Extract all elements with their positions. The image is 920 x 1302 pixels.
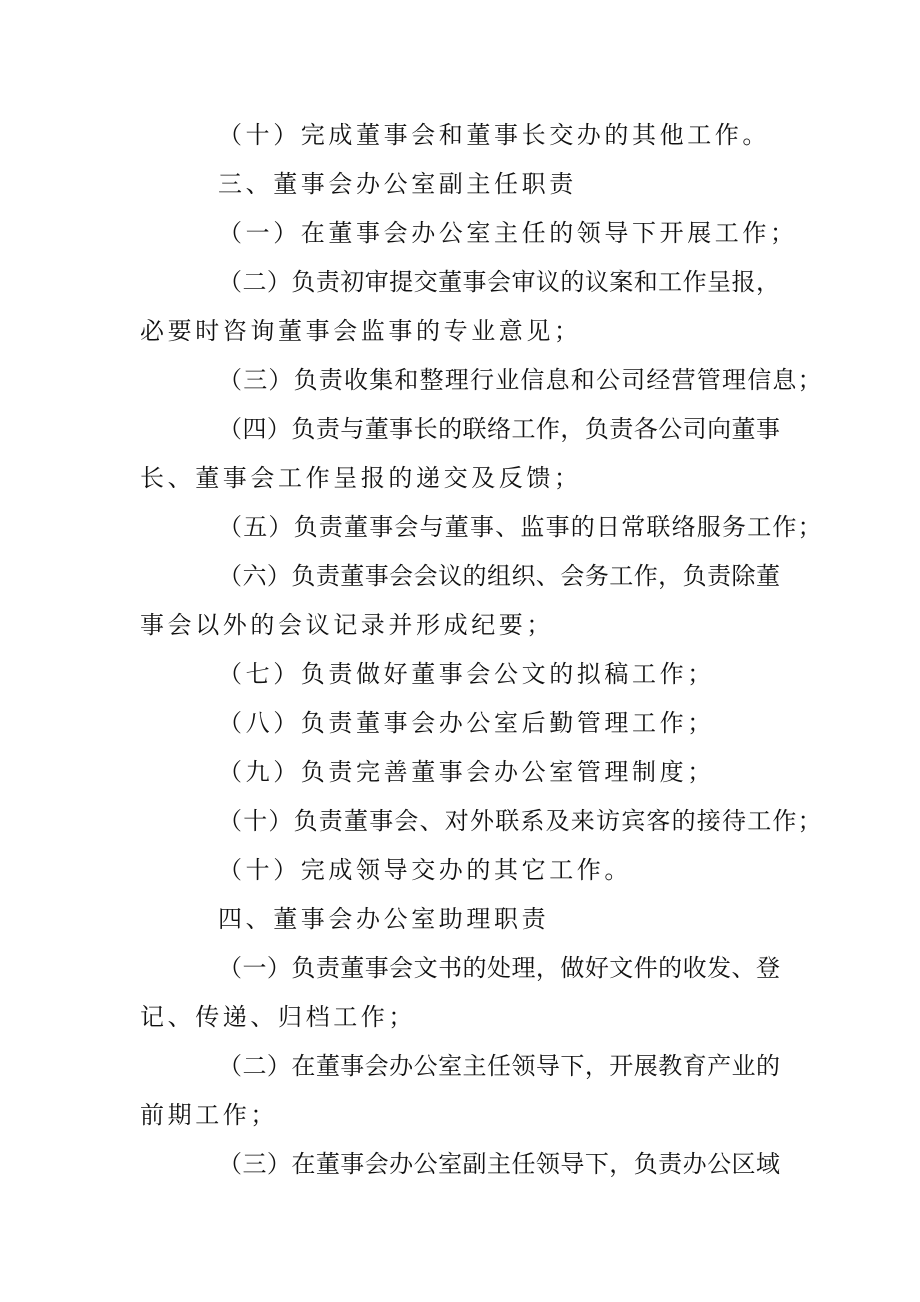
paragraph-line: （八）负责董事会办公室后勤管理工作； — [218, 709, 715, 737]
paragraph-line: （一）在董事会办公室主任的领导下开展工作； — [218, 219, 798, 247]
paragraph-line: （二）在董事会办公室主任领导下，开展教育产业的 — [218, 1052, 780, 1080]
paragraph-line: （六）负责董事会会议的组织、会务工作，负责除董 — [218, 562, 780, 590]
paragraph-line: （十）负责董事会、对外联系及来访宾客的接待工作； — [218, 807, 823, 835]
paragraph-line: （五）负责董事会与董事、监事的日常联络服务工作； — [218, 513, 823, 541]
paragraph-line: （七）负责做好董事会公文的拟稿工作； — [218, 660, 715, 688]
paragraph-line: 记、传递、归档工作； — [140, 1003, 416, 1031]
paragraph-line: （一）负责董事会文书的处理，做好文件的收发、登 — [218, 954, 780, 982]
paragraph-line: （二）负责初审提交董事会审议的议案和工作呈报， — [218, 268, 780, 296]
paragraph-line: 前期工作； — [140, 1101, 278, 1129]
paragraph-line: （十）完成领导交办的其它工作。 — [218, 856, 632, 884]
paragraph-line: 事会以外的会议记录并形成纪要； — [140, 611, 554, 639]
paragraph-line: （四）负责与董事长的联络工作，负责各公司向董事 — [218, 415, 780, 443]
section-heading: 三、董事会办公室副主任职责 — [218, 170, 577, 198]
paragraph-line: （九）负责完善董事会办公室管理制度； — [218, 758, 715, 786]
paragraph-line: 必要时咨询董事会监事的专业意见； — [140, 317, 582, 345]
paragraph-line: （三）负责收集和整理行业信息和公司经营管理信息； — [218, 366, 823, 394]
section-heading: 四、董事会办公室助理职责 — [218, 905, 550, 933]
paragraph-line: （十）完成董事会和董事长交办的其他工作。 — [218, 121, 770, 149]
paragraph-line: （三）在董事会办公室副主任领导下，负责办公区域 — [218, 1150, 780, 1178]
paragraph-line: 长、董事会工作呈报的递交及反馈； — [140, 464, 582, 492]
